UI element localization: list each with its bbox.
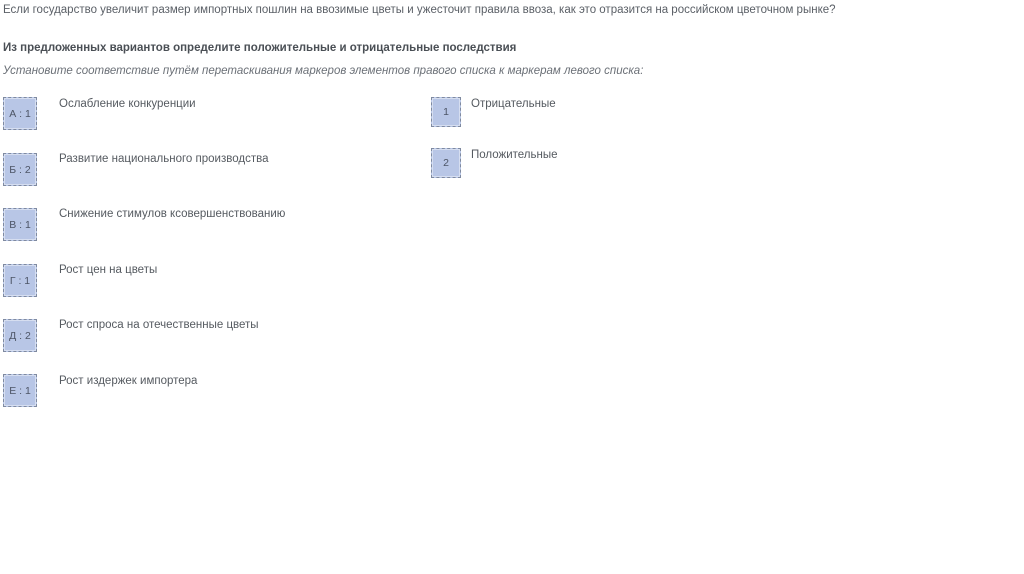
right-item-1-label: Отрицательные — [471, 98, 556, 110]
question-text: Если государство увеличит размер импортных пошлин на ввозимые цветы и ужесточит правила ввоза, как это отразится на российском цветочном рынке? — [3, 4, 836, 16]
task-subtitle: Из предложенных вариантов определите положительные и отрицательные последствия — [3, 42, 517, 54]
left-item-b-label: Развитие национального производства — [59, 153, 269, 165]
left-marker-a[interactable]: А : 1 — [3, 97, 37, 130]
left-item-d-label: Рост спроса на отечественные цветы — [59, 319, 259, 331]
left-item-v-label: Снижение стимулов ксовершенствованию — [59, 208, 286, 220]
left-marker-e[interactable]: Е : 1 — [3, 374, 37, 407]
left-item-a-label: Ослабление конкуренции — [59, 98, 196, 110]
right-item-2-label: Положительные — [471, 149, 558, 161]
left-marker-d[interactable]: Д : 2 — [3, 319, 37, 352]
left-marker-b[interactable]: Б : 2 — [3, 153, 37, 186]
task-instruction: Установите соответствие путём перетаскивания маркеров элементов правого списка к маркерам левого списка: — [3, 65, 644, 77]
left-item-g-label: Рост цен на цветы — [59, 264, 158, 276]
left-marker-v[interactable]: В : 1 — [3, 208, 37, 241]
left-item-e-label: Рост издержек импортера — [59, 375, 198, 387]
right-marker-1[interactable]: 1 — [431, 97, 461, 127]
right-marker-2[interactable]: 2 — [431, 148, 461, 178]
left-marker-g[interactable]: Г : 1 — [3, 264, 37, 297]
